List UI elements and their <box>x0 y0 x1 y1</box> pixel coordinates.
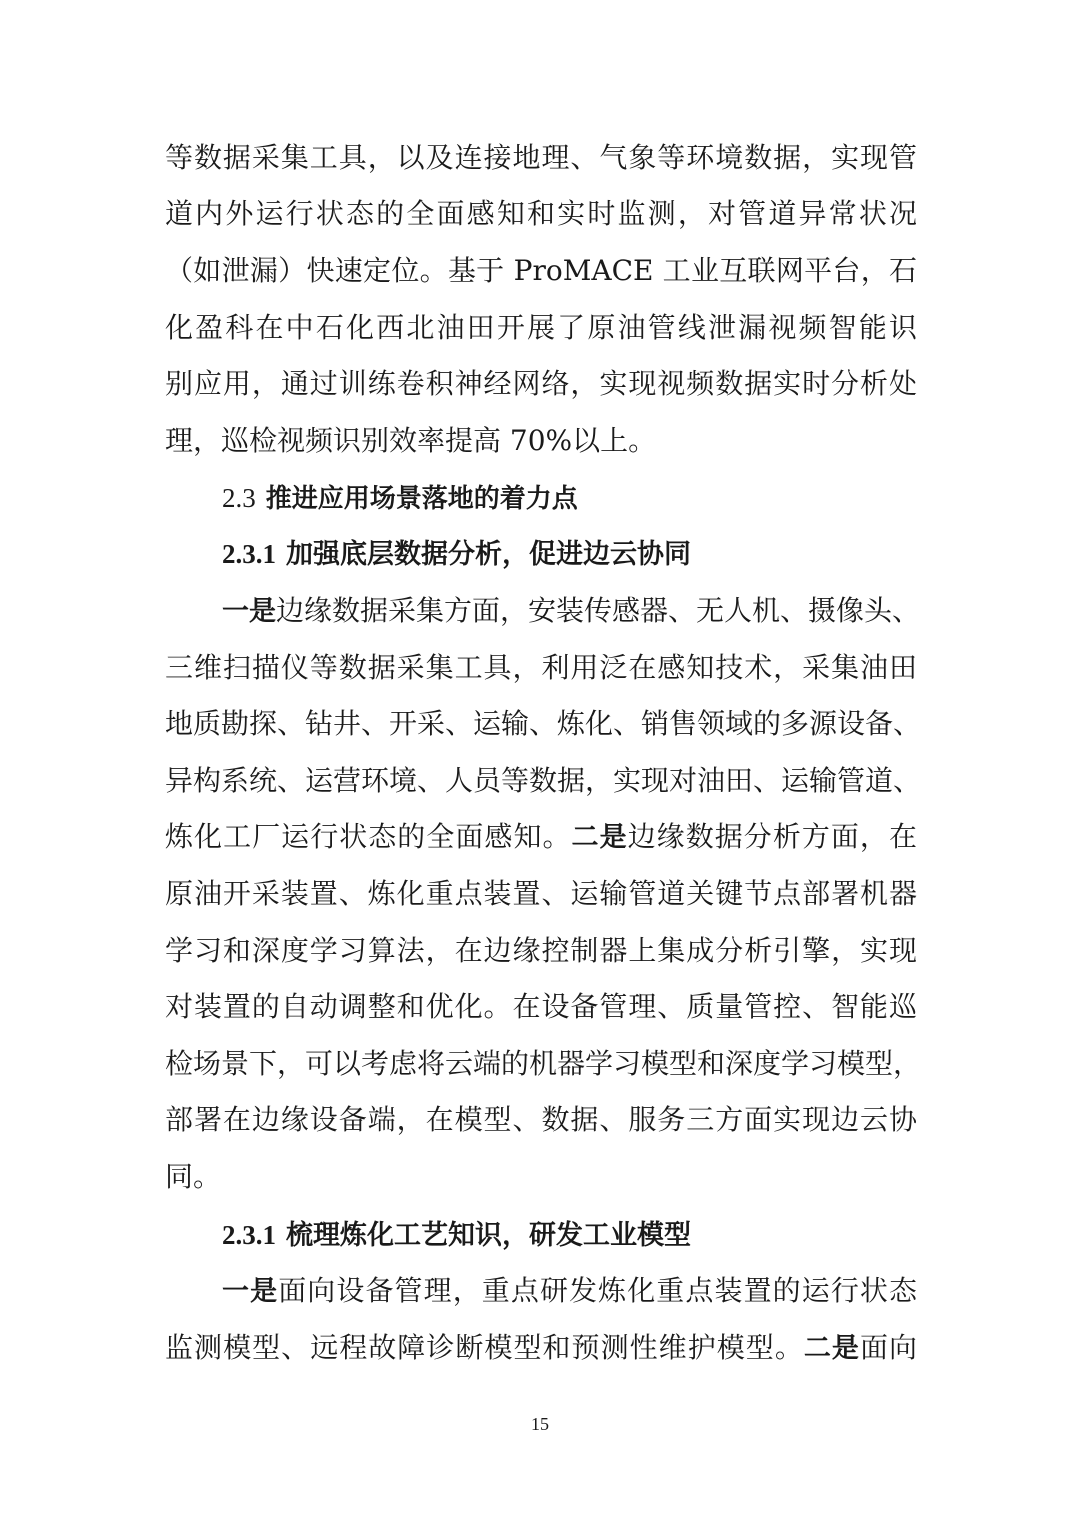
subsection-heading-2-3-1 <box>222 532 691 576</box>
emphasis-text: 二是 <box>571 822 628 853</box>
subsection-heading-2-3-1 <box>222 1213 691 1257</box>
paragraph-text: 炼化工厂运行状态的全面感知。 <box>165 820 572 853</box>
paragraph-line <box>165 1326 917 1370</box>
paragraph-text: 面向 <box>859 1331 917 1364</box>
section-heading-2-3 <box>222 476 578 520</box>
subsection-number: 2.3.1 <box>222 539 276 569</box>
paragraph-line: 学习和深度学习算法，在边缘控制器上集成分析引擎，实现 <box>165 934 917 967</box>
paragraph-text: 边缘数据分析方面，在 <box>627 820 917 853</box>
paragraph-line: 道内外运行状态的全面感知和实时监测，对管道异常状况 <box>165 197 917 230</box>
paragraph-line: 同。 <box>165 1160 222 1193</box>
paragraph-line <box>222 1269 917 1313</box>
section-title: 推进应用场景落地的着力点 <box>265 484 578 514</box>
paragraph-line <box>222 589 921 633</box>
subsection-title: 加强底层数据分析，促进边云协同 <box>286 539 691 569</box>
paragraph-line <box>165 815 917 859</box>
emphasis-text: 二是 <box>803 1333 860 1364</box>
emphasis-text: 一是 <box>222 596 276 627</box>
paragraph-line: 对装置的自动调整和优化。在设备管理、质量管控、智能巡 <box>165 990 917 1023</box>
section-number: 2.3 <box>222 483 256 513</box>
paragraph-line: 三维扫描仪等数据采集工具，利用泛在感知技术，采集油田 <box>165 651 917 684</box>
paragraph-line: 理，巡检视频识别效率提高 70%以上。 <box>165 424 657 457</box>
emphasis-text: 一是 <box>222 1276 279 1307</box>
paragraph-text: 边缘数据采集方面，安装传感器、无人机、摄像头、 <box>276 594 921 627</box>
paragraph-line: 化盈科在中石化西北油田开展了原油管线泄漏视频智能识 <box>165 311 917 344</box>
paragraph-line: 等数据采集工具，以及连接地理、气象等环境数据，实现管 <box>165 141 917 174</box>
paragraph-line: 检场景下，可以考虑将云端的机器学习模型和深度学习模型， <box>165 1047 922 1080</box>
paragraph-text: 监测模型、远程故障诊断模型和预测性维护模型。 <box>165 1331 804 1364</box>
page-number: 15 <box>531 1414 549 1434</box>
subsection-number: 2.3.1 <box>222 1220 276 1250</box>
paragraph-line: 地质勘探、钻井、开采、运输、炼化、销售领域的多源设备、 <box>165 707 922 740</box>
paragraph-line: 原油开采装置、炼化重点装置、运输管道关键节点部署机器 <box>165 877 917 910</box>
paragraph-line: （如泄漏）快速定位。基于 ProMACE 工业互联网平台，石 <box>165 254 917 287</box>
paragraph-line: 别应用，通过训练卷积神经网络，实现视频数据实时分析处 <box>165 367 917 400</box>
paragraph-text: 面向设备管理，重点研发炼化重点装置的运行状态 <box>278 1274 918 1307</box>
paragraph-line: 异构系统、运营环境、人员等数据，实现对油田、运输管道、 <box>165 764 922 797</box>
subsection-title: 梳理炼化工艺知识，研发工业模型 <box>286 1220 691 1250</box>
paragraph-line: 部署在边缘设备端，在模型、数据、服务三方面实现边云协 <box>165 1103 917 1136</box>
